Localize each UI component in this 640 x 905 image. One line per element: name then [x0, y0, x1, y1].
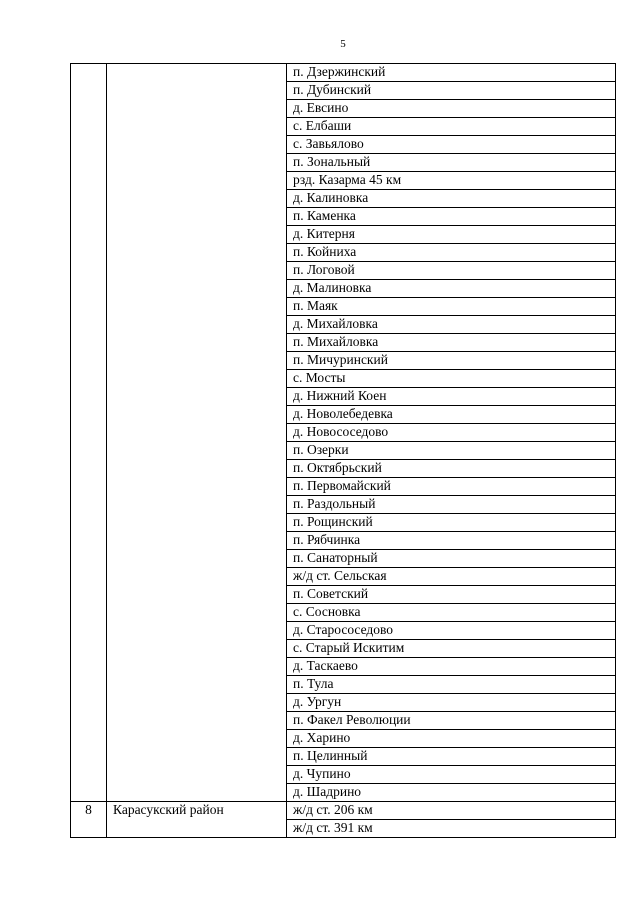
settlement-cell: д. Харино — [287, 730, 616, 748]
settlement-cell: д. Малиновка — [287, 280, 616, 298]
settlement-cell: с. Сосновка — [287, 604, 616, 622]
settlement-cell: п. Койниха — [287, 244, 616, 262]
settlement-cell: с. Завьялово — [287, 136, 616, 154]
settlement-cell: ж/д ст. 206 км — [287, 802, 616, 820]
district-number-cell: 8 — [71, 802, 107, 838]
settlement-cell: д. Таскаево — [287, 658, 616, 676]
settlement-cell: ж/д ст. 391 км — [287, 820, 616, 838]
table-row — [71, 802, 616, 820]
page-number: 5 — [340, 38, 346, 50]
settlement-cell: с. Елбаши — [287, 118, 616, 136]
settlement-cell: д. Калиновка — [287, 190, 616, 208]
settlement-cell: п. Первомайский — [287, 478, 616, 496]
settlement-cell: п. Тула — [287, 676, 616, 694]
settlement-cell: п. Дубинский — [287, 82, 616, 100]
settlement-cell: д. Шадрино — [287, 784, 616, 802]
district-number-cell — [71, 64, 107, 802]
settlement-cell: п. Зональный — [287, 154, 616, 172]
settlement-cell: с. Старый Искитим — [287, 640, 616, 658]
settlement-cell: п. Логовой — [287, 262, 616, 280]
district-name-cell: Карасукский район — [107, 802, 287, 838]
settlement-cell: п. Октябрьский — [287, 460, 616, 478]
settlement-cell: д. Ургун — [287, 694, 616, 712]
settlement-cell: д. Михайловка — [287, 316, 616, 334]
settlement-cell: п. Каменка — [287, 208, 616, 226]
settlement-cell: д. Китерня — [287, 226, 616, 244]
settlement-cell: п. Санаторный — [287, 550, 616, 568]
table-row — [71, 64, 616, 82]
settlement-cell: д. Новососедово — [287, 424, 616, 442]
settlement-cell: п. Рощинский — [287, 514, 616, 532]
settlement-cell: п. Михайловка — [287, 334, 616, 352]
district-name-cell — [107, 64, 287, 802]
settlement-cell: п. Мичуринский — [287, 352, 616, 370]
settlement-cell: д. Чупино — [287, 766, 616, 784]
settlement-cell: д. Евсино — [287, 100, 616, 118]
settlement-cell: п. Советский — [287, 586, 616, 604]
settlement-cell: д. Новолебедевка — [287, 406, 616, 424]
settlement-cell: п. Дзержинский — [287, 64, 616, 82]
settlement-cell: п. Маяк — [287, 298, 616, 316]
settlement-cell: с. Мосты — [287, 370, 616, 388]
settlement-cell: п. Рябчинка — [287, 532, 616, 550]
settlement-cell: п. Факел Революции — [287, 712, 616, 730]
settlements-table-body — [71, 64, 616, 838]
settlement-cell: д. Нижний Коен — [287, 388, 616, 406]
settlement-cell: п. Раздольный — [287, 496, 616, 514]
settlement-cell: рзд. Казарма 45 км — [287, 172, 616, 190]
settlements-table — [70, 63, 616, 838]
settlement-cell: д. Старососедово — [287, 622, 616, 640]
settlement-cell: ж/д ст. Сельская — [287, 568, 616, 586]
settlement-cell: п. Озерки — [287, 442, 616, 460]
settlement-cell: п. Целинный — [287, 748, 616, 766]
